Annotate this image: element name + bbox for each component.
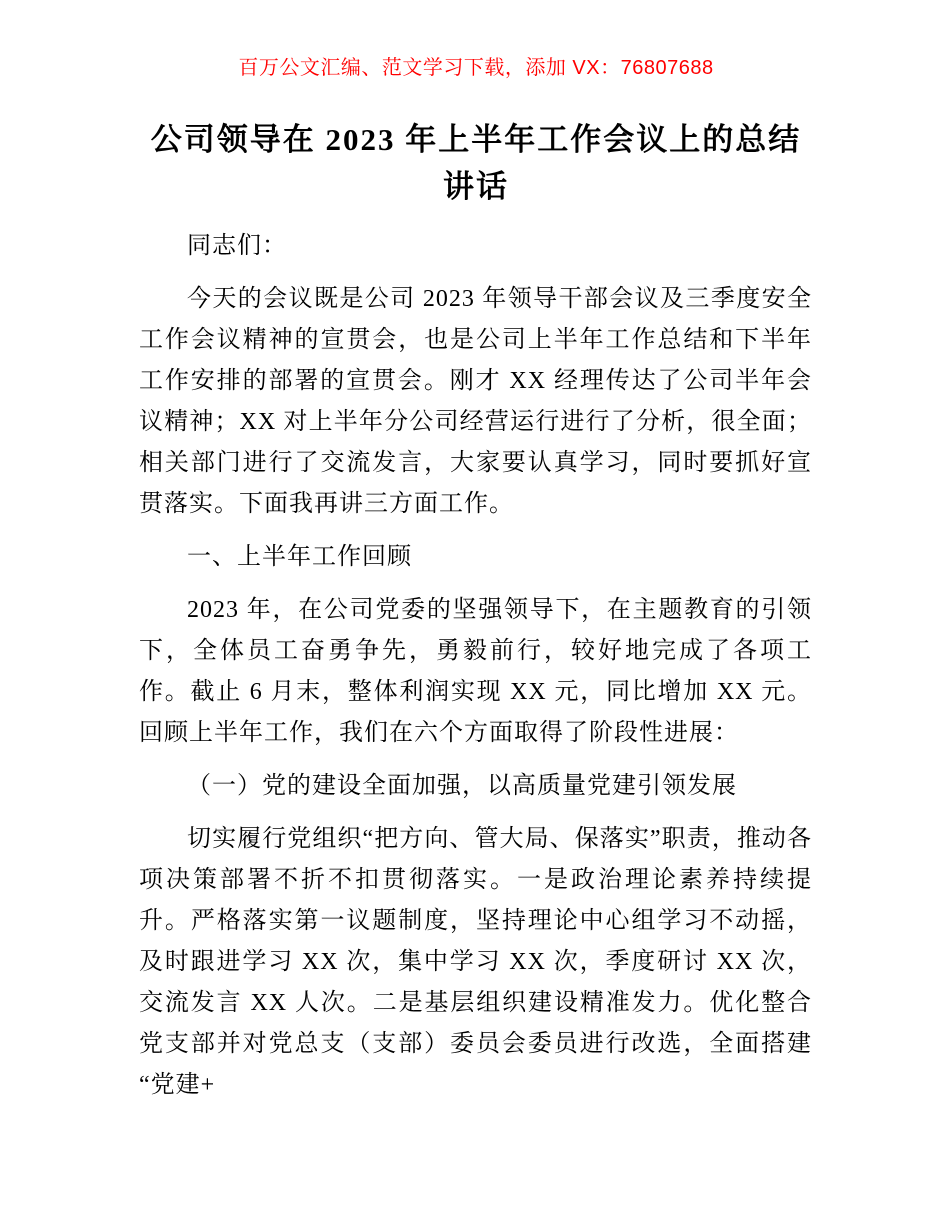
paragraph-review-overview: 2023 年，在公司党委的坚强领导下，在主题教育的引领下，全体员工奋勇争先，勇毅前行，较好地完成了各项工作。截止 6 月末，整体利润实现 XX 元，同比增加 XX 元。回顾上半年工作，我们在六个方面取得了阶段性进展： [139,597,812,746]
paragraph-meeting-intro: 今天的会议既是公司 2023 年领导干部会议及三季度安全工作会议精神的宣贯会，也是公司上半年工作总结和下半年工作安排的部署的宣贯会。刚才 XX 经理传达了公司半年会议精神；XX 对上半年分公司经营运行进行了分析，很全面；相关部门进行了交流发言，大家要认真学习，同时要抓好宣贯落实。下面我再讲三方面工作。 [139,286,812,517]
paragraph-party-building-detail: 切实履行党组织“把方向、管大局、保落实”职责，推动各项决策部署不折不扣贯彻落实。一是政治理论素养持续提升。严格落实第一议题制度，坚持理论中心组学习不动摇，及时跟进学习 XX 次，集中学习 XX 次，季度研讨 XX 次，交流发言 XX 人次。二是基层组织建设精准发力。优化整合党支部并对党总支（支部）委员会委员进行改选，全面搭建“党建+ [139,826,812,1098]
paragraph-salutation: 同志们： [187,233,287,259]
section-heading-first-half-review: 一、上半年工作回顾 [187,544,412,570]
section-heading-party-building: （一）党的建设全面加强，以高质量党建引领发展 [187,773,737,799]
document-title: 公司领导在 2023 年上半年工作会议上的总结讲话 [150,122,802,204]
header-notice: 百万公文汇编、范文学习下载，添加 VX：76807688 [238,57,714,79]
document-body [139,226,812,1106]
